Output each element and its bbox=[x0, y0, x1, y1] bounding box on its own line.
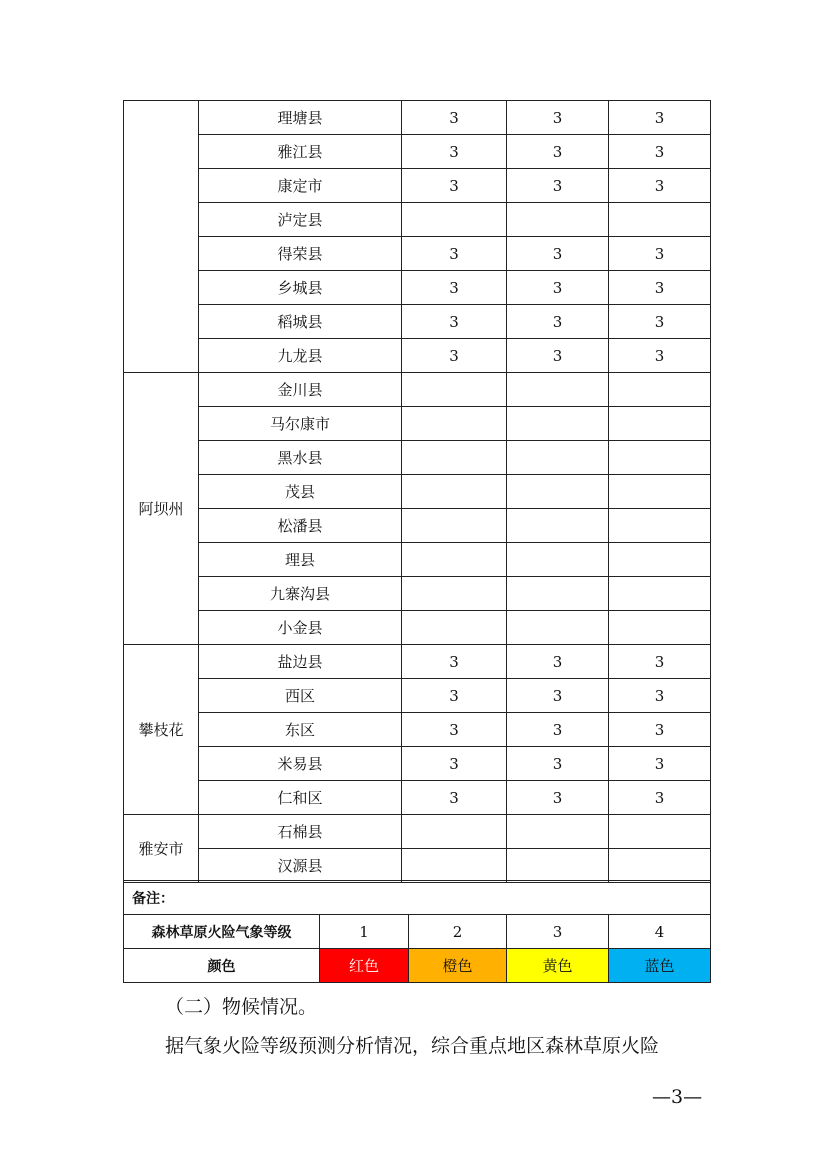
level-cell bbox=[402, 849, 507, 883]
level-3: 3 bbox=[507, 915, 609, 949]
level-cell: 3 bbox=[609, 339, 711, 373]
level-cell bbox=[402, 407, 507, 441]
level-cell: 3 bbox=[402, 101, 507, 135]
level-cell bbox=[507, 509, 609, 543]
table-row bbox=[124, 441, 711, 475]
level-cell: 3 bbox=[402, 135, 507, 169]
county-cell: 泸定县 bbox=[199, 203, 402, 237]
level-cell: 3 bbox=[402, 747, 507, 781]
county-cell: 康定市 bbox=[199, 169, 402, 203]
level-cell bbox=[402, 203, 507, 237]
level-cell: 3 bbox=[507, 135, 609, 169]
level-cell bbox=[507, 849, 609, 883]
legend-table bbox=[123, 880, 711, 983]
county-cell: 东区 bbox=[199, 713, 402, 747]
page-number: —3— bbox=[652, 1086, 703, 1108]
level-cell bbox=[507, 815, 609, 849]
level-row bbox=[124, 915, 711, 949]
level-cell: 3 bbox=[609, 679, 711, 713]
county-cell: 石棉县 bbox=[199, 815, 402, 849]
color-label: 颜色 bbox=[124, 949, 320, 983]
table-row bbox=[124, 101, 711, 135]
table-row bbox=[124, 509, 711, 543]
level-cell bbox=[402, 509, 507, 543]
level-cell bbox=[402, 441, 507, 475]
level-cell: 3 bbox=[609, 305, 711, 339]
county-cell: 理县 bbox=[199, 543, 402, 577]
table-row bbox=[124, 611, 711, 645]
color-swatch-blue: 蓝色 bbox=[609, 949, 711, 983]
level-cell bbox=[402, 543, 507, 577]
table-row bbox=[124, 543, 711, 577]
level-cell: 3 bbox=[507, 101, 609, 135]
level-cell bbox=[609, 441, 711, 475]
level-label: 森林草原火险气象等级 bbox=[124, 915, 320, 949]
region-cell bbox=[124, 101, 199, 373]
section-heading: （二）物候情况。 bbox=[165, 996, 318, 1018]
level-4: 4 bbox=[609, 915, 711, 949]
county-cell: 盐边县 bbox=[199, 645, 402, 679]
level-cell bbox=[402, 475, 507, 509]
table-row bbox=[124, 849, 711, 883]
color-swatch-yellow: 黄色 bbox=[507, 949, 609, 983]
color-row bbox=[124, 949, 711, 983]
region-cell: 攀枝花 bbox=[124, 645, 199, 815]
table-row bbox=[124, 407, 711, 441]
county-cell: 理塘县 bbox=[199, 101, 402, 135]
note-row bbox=[124, 881, 711, 915]
level-cell bbox=[609, 611, 711, 645]
county-cell: 西区 bbox=[199, 679, 402, 713]
color-swatch-red: 红色 bbox=[320, 949, 409, 983]
level-cell: 3 bbox=[507, 169, 609, 203]
level-cell bbox=[507, 611, 609, 645]
county-cell: 小金县 bbox=[199, 611, 402, 645]
level-cell: 3 bbox=[402, 679, 507, 713]
level-cell: 3 bbox=[402, 271, 507, 305]
table-row bbox=[124, 815, 711, 849]
level-cell bbox=[609, 577, 711, 611]
level-cell: 3 bbox=[507, 271, 609, 305]
level-cell bbox=[609, 543, 711, 577]
level-cell bbox=[507, 475, 609, 509]
level-cell bbox=[609, 475, 711, 509]
level-cell: 3 bbox=[609, 781, 711, 815]
level-cell bbox=[507, 543, 609, 577]
table-row bbox=[124, 679, 711, 713]
county-cell: 稻城县 bbox=[199, 305, 402, 339]
county-cell: 乡城县 bbox=[199, 271, 402, 305]
county-cell: 仁和区 bbox=[199, 781, 402, 815]
county-cell: 九龙县 bbox=[199, 339, 402, 373]
level-cell bbox=[402, 815, 507, 849]
county-cell: 雅江县 bbox=[199, 135, 402, 169]
level-cell: 3 bbox=[609, 169, 711, 203]
county-cell: 得荣县 bbox=[199, 237, 402, 271]
level-cell: 3 bbox=[402, 305, 507, 339]
table-row bbox=[124, 135, 711, 169]
level-cell: 3 bbox=[507, 679, 609, 713]
table-row bbox=[124, 169, 711, 203]
table-row bbox=[124, 713, 711, 747]
table-row bbox=[124, 747, 711, 781]
table-row bbox=[124, 339, 711, 373]
level-cell: 3 bbox=[609, 101, 711, 135]
level-cell: 3 bbox=[507, 645, 609, 679]
table-row bbox=[124, 305, 711, 339]
table-row bbox=[124, 203, 711, 237]
level-cell bbox=[402, 577, 507, 611]
county-cell: 汉源县 bbox=[199, 849, 402, 883]
level-cell bbox=[507, 407, 609, 441]
level-cell bbox=[609, 373, 711, 407]
level-cell bbox=[609, 509, 711, 543]
level-cell bbox=[609, 407, 711, 441]
table-row bbox=[124, 237, 711, 271]
level-cell: 3 bbox=[507, 747, 609, 781]
level-cell: 3 bbox=[507, 713, 609, 747]
level-cell: 3 bbox=[609, 271, 711, 305]
table-row bbox=[124, 271, 711, 305]
county-cell: 松潘县 bbox=[199, 509, 402, 543]
table-row bbox=[124, 781, 711, 815]
level-cell: 3 bbox=[609, 237, 711, 271]
level-cell: 3 bbox=[402, 237, 507, 271]
table-row bbox=[124, 475, 711, 509]
level-2: 2 bbox=[409, 915, 507, 949]
county-cell: 金川县 bbox=[199, 373, 402, 407]
level-cell bbox=[402, 611, 507, 645]
color-swatch-orange: 橙色 bbox=[409, 949, 507, 983]
paragraph-text: 据气象火险等级预测分析情况，综合重点地区森林草原火险 bbox=[165, 1035, 660, 1057]
level-cell: 3 bbox=[507, 339, 609, 373]
level-cell: 3 bbox=[402, 339, 507, 373]
county-cell: 马尔康市 bbox=[199, 407, 402, 441]
level-cell bbox=[609, 849, 711, 883]
region-cell: 雅安市 bbox=[124, 815, 199, 883]
level-cell: 3 bbox=[402, 169, 507, 203]
level-1: 1 bbox=[320, 915, 409, 949]
level-cell: 3 bbox=[507, 237, 609, 271]
county-cell: 茂县 bbox=[199, 475, 402, 509]
table-row bbox=[124, 577, 711, 611]
table-row bbox=[124, 373, 711, 407]
level-cell: 3 bbox=[609, 747, 711, 781]
note-label: 备注： bbox=[124, 881, 711, 915]
fire-risk-table bbox=[123, 100, 711, 883]
level-cell: 3 bbox=[507, 305, 609, 339]
level-cell: 3 bbox=[507, 781, 609, 815]
level-cell bbox=[609, 815, 711, 849]
level-cell bbox=[507, 203, 609, 237]
county-cell: 米易县 bbox=[199, 747, 402, 781]
level-cell bbox=[507, 441, 609, 475]
level-cell: 3 bbox=[402, 713, 507, 747]
county-cell: 黑水县 bbox=[199, 441, 402, 475]
level-cell: 3 bbox=[609, 645, 711, 679]
level-cell bbox=[402, 373, 507, 407]
level-cell bbox=[507, 577, 609, 611]
county-cell: 九寨沟县 bbox=[199, 577, 402, 611]
level-cell: 3 bbox=[609, 713, 711, 747]
level-cell bbox=[609, 203, 711, 237]
table-row bbox=[124, 645, 711, 679]
level-cell bbox=[507, 373, 609, 407]
level-cell: 3 bbox=[609, 135, 711, 169]
level-cell: 3 bbox=[402, 781, 507, 815]
level-cell: 3 bbox=[402, 645, 507, 679]
region-cell: 阿坝州 bbox=[124, 373, 199, 645]
